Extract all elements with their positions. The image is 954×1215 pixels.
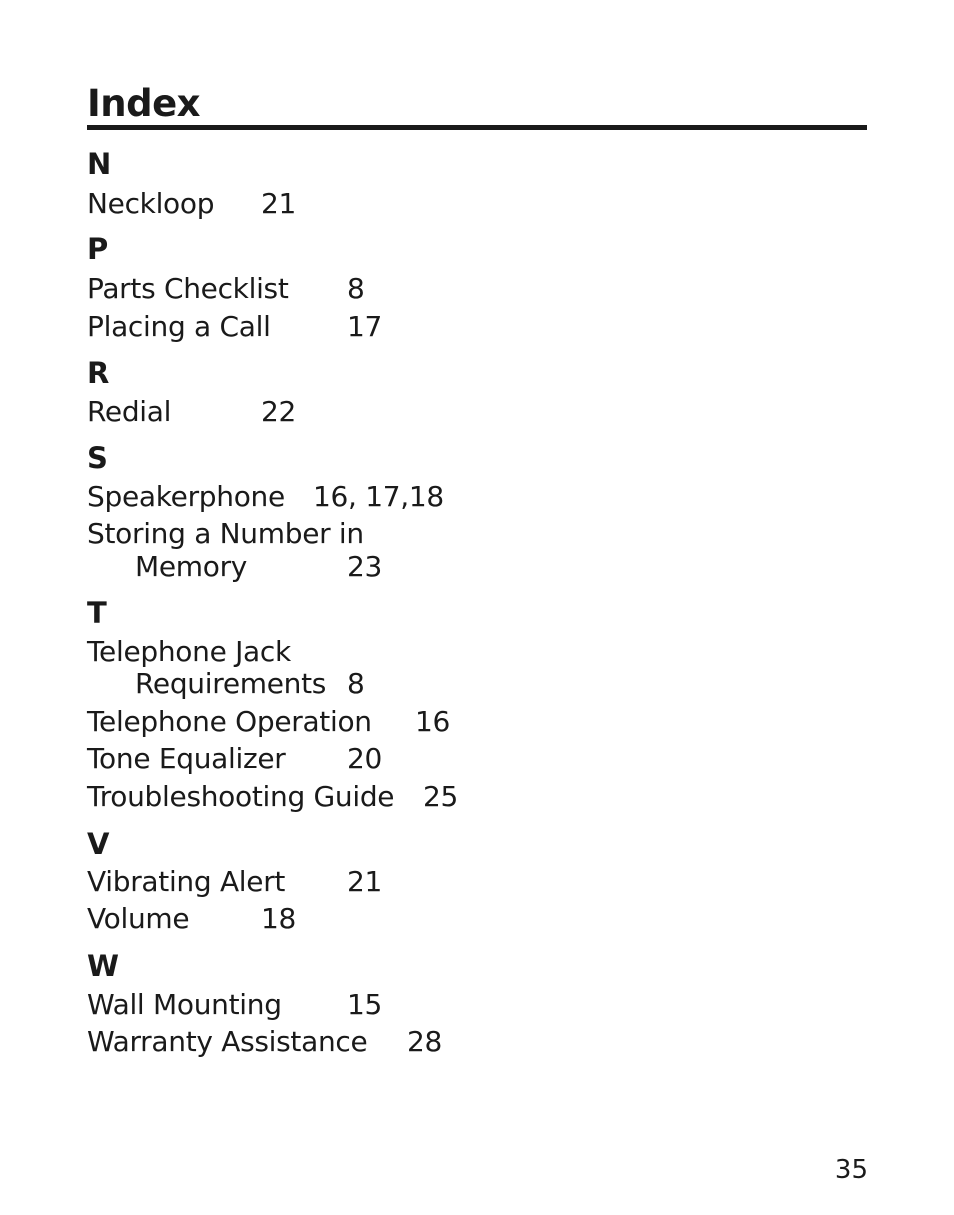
index-pages: 28	[407, 1025, 443, 1058]
index-term: Redial	[87, 395, 172, 428]
index-term-continuation: Requirements	[135, 667, 327, 700]
index-term: Parts Checklist	[87, 272, 289, 305]
index-term: Storing a Number in	[87, 517, 364, 550]
page-number: 35	[834, 1155, 868, 1185]
index-pages: 16	[415, 705, 451, 738]
index-pages: 23	[347, 550, 383, 583]
section-letter-v: V	[87, 827, 110, 861]
index-pages: 22	[261, 395, 297, 428]
section-letter-p: P	[87, 232, 109, 266]
index-term: Telephone Operation	[87, 705, 372, 738]
index-pages: 16, 17,18	[313, 480, 444, 513]
section-letter-w: W	[87, 949, 119, 983]
index-pages: 8	[347, 667, 365, 700]
index-term: Warranty Assistance	[87, 1025, 368, 1058]
section-letter-t: T	[87, 596, 107, 630]
index-term: Vibrating Alert	[87, 865, 286, 898]
index-pages: 20	[347, 742, 383, 775]
index-pages: 21	[347, 865, 383, 898]
section-letter-s: S	[87, 441, 108, 475]
index-term: Wall Mounting	[87, 988, 282, 1021]
index-term: Placing a Call	[87, 310, 271, 343]
index-term: Tone Equalizer	[87, 742, 286, 775]
index-pages: 17	[347, 310, 383, 343]
index-pages: 21	[261, 187, 297, 220]
index-term: Neckloop	[87, 187, 215, 220]
index-pages: 8	[347, 272, 365, 305]
index-pages: 25	[423, 780, 459, 813]
page-title: Index	[87, 82, 201, 125]
section-letter-r: R	[87, 356, 110, 390]
index-term: Telephone Jack	[87, 635, 291, 668]
index-term: Speakerphone	[87, 480, 285, 513]
title-rule	[87, 125, 867, 130]
index-term: Troubleshooting Guide	[87, 780, 395, 813]
index-pages: 18	[261, 902, 297, 935]
index-term-continuation: Memory	[135, 550, 248, 583]
index-pages: 15	[347, 988, 383, 1021]
section-letter-n: N	[87, 147, 112, 181]
index-term: Volume	[87, 902, 190, 935]
